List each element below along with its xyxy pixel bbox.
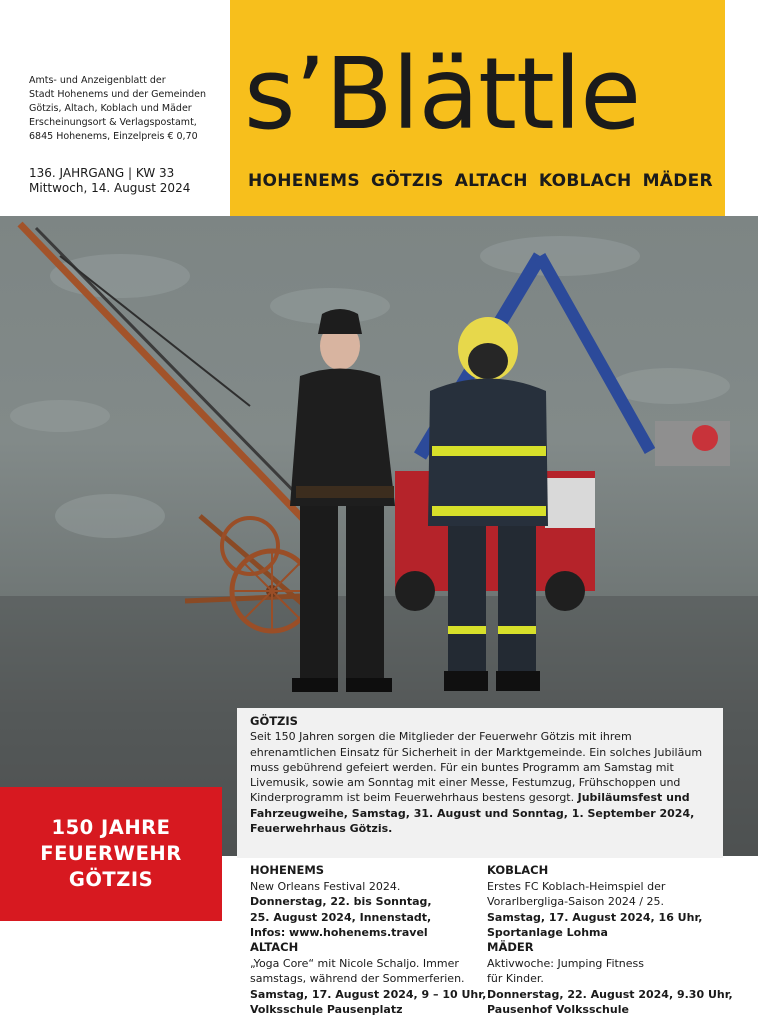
anniversary-badge: [0, 787, 222, 921]
publisher-line: Amts- und Anzeigenblatt der: [29, 75, 166, 86]
event-detail: Samstag, 17. August 2024, 16 Uhr,: [487, 910, 703, 924]
event-text: samstags, während der Sommerferien.: [250, 972, 465, 985]
town-koblach: KOBLACH: [538, 171, 632, 191]
badge-line: 150 JAHRE: [51, 816, 171, 839]
badge-line: GÖTZIS: [68, 868, 154, 891]
town-altach: ALTACH: [454, 171, 528, 191]
town-maeder: MÄDER: [642, 171, 713, 191]
event-koblach: [487, 863, 727, 941]
masthead-title: s’Blättle: [244, 37, 641, 152]
masthead: [230, 0, 725, 216]
event-text: Erstes FC Koblach-Heimspiel der: [487, 879, 666, 893]
lead-text: Seit 150 Jahren sorgen die Mitglieder der Feuerwehr Götzis mit ihrem ehrenamtlichen Einsatz für Sicherheit in der Marktgemeinde. Ein solches Jubiläum muss gebührend gefeiert werden. Für ein buntes Programm am Samstag mit Livemusik, sowie am Sonntag mit einer Messe, Festumzug, Frühschoppen und Kinderprogramm ist beim Feuerwehrhaus bestens gesorgt.: [250, 730, 703, 805]
event-detail: 25. August 2024, Innenstadt,: [250, 910, 432, 924]
masthead-towns: [248, 171, 713, 191]
event-text: New Orleans Festival 2024.: [250, 879, 401, 893]
lead-body: [250, 729, 715, 836]
event-detail: Donnerstag, 22. August 2024, 9.30 Uhr,: [487, 987, 733, 1001]
event-maeder: [487, 940, 733, 1018]
event-detail: Infos: www.hohenems.travel: [250, 926, 428, 939]
issue-date: Mittwoch, 14. August 2024: [29, 181, 191, 195]
event-kicker: ALTACH: [250, 940, 299, 954]
town-hohenems: HOHENEMS: [248, 171, 360, 191]
badge-line: FEUERWEHR: [40, 842, 182, 865]
event-detail: Samstag, 17. August 2024, 9 – 10 Uhr,: [250, 987, 487, 1001]
event-text: Aktivwoche: Jumping Fitness: [487, 956, 645, 970]
issue-info: [29, 166, 190, 196]
publisher-info: [29, 74, 229, 144]
event-detail: Sportanlage Lohma: [487, 926, 608, 939]
event-kicker: KOBLACH: [487, 863, 549, 877]
event-text: „Yoga Core“ mit Nicole Schaljo. Immer: [250, 956, 459, 970]
publisher-line: Götzis, Altach, Koblach und Mäder: [29, 103, 192, 114]
publisher-line: 6845 Hohenems, Einzelpreis € 0,70: [29, 131, 198, 142]
event-detail: Pausenhof Volksschule: [487, 1003, 629, 1016]
event-detail: Volksschule Pausenplatz: [250, 1003, 403, 1016]
lead-story: [237, 708, 723, 858]
event-text: für Kinder.: [487, 972, 544, 985]
event-kicker: HOHENEMS: [250, 863, 325, 877]
lead-kicker: GÖTZIS: [250, 714, 298, 728]
event-text: Vorarlbergliga-Saison 2024 / 25.: [487, 895, 665, 908]
event-hohenems: [250, 863, 490, 941]
lead-highlight: Jubiläumsfest und Fahrzeugweihe, Samstag, 31. August und Sonntag, 1. September 2024, Feuerwehrhaus Götzis.: [250, 791, 695, 836]
event-altach: [250, 940, 490, 1018]
issue-volume: 136. JAHRGANG | KW 33: [29, 166, 175, 180]
publisher-line: Stadt Hohenems und der Gemeinden: [29, 89, 207, 100]
town-goetzis: GÖTZIS: [370, 171, 444, 191]
event-detail: Donnerstag, 22. bis Sonntag,: [250, 895, 432, 908]
event-kicker: MÄDER: [487, 940, 534, 954]
publisher-line: Erscheinungsort & Verlagspostamt,: [29, 117, 197, 128]
